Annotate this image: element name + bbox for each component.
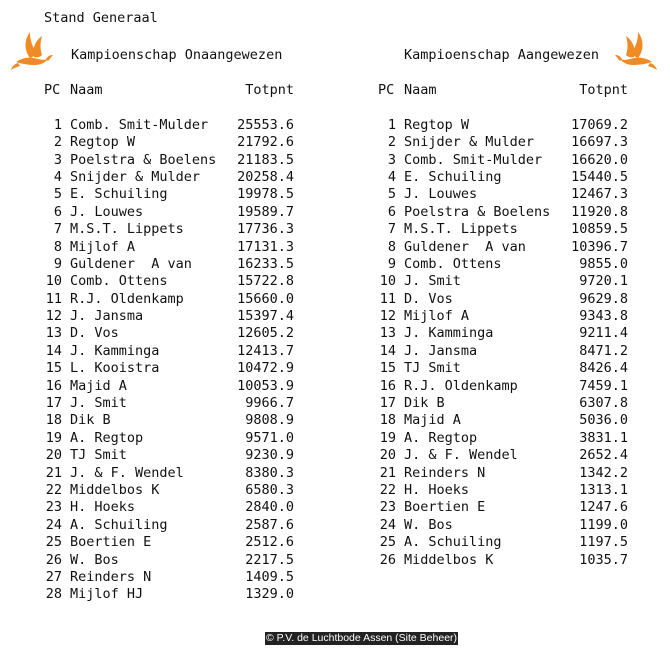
name-cell: M.S.T. Lippets <box>404 221 518 238</box>
table-row <box>44 552 300 569</box>
name-cell: A. Schuiling <box>70 516 168 533</box>
points-cell: 17069.2 <box>571 116 628 133</box>
points-cell: 9855.0 <box>579 255 628 272</box>
table-header-row <box>44 82 300 99</box>
name-cell: Dik B <box>70 412 111 429</box>
position-cell: 4 <box>53 168 62 185</box>
table-row <box>378 447 634 464</box>
table-row <box>44 482 300 499</box>
position-cell: 22 <box>45 481 62 498</box>
points-cell: 8471.2 <box>579 342 628 359</box>
table-row <box>44 360 300 377</box>
points-cell: 8380.3 <box>245 464 294 481</box>
name-cell: H. Hoeks <box>70 499 136 516</box>
name-cell: Comb. Smit-Mulder <box>70 116 209 133</box>
column-header-pc: PC <box>378 82 395 98</box>
table-row <box>378 517 634 534</box>
points-cell: 15397.4 <box>237 308 294 325</box>
table-row <box>378 134 634 151</box>
table-row <box>44 569 300 586</box>
points-cell: 10053.9 <box>237 377 294 394</box>
points-cell: 16697.3 <box>571 134 628 151</box>
name-cell: Comb. Smit-Mulder <box>404 151 543 168</box>
points-cell: 17736.3 <box>237 221 294 238</box>
table-row <box>44 256 300 273</box>
position-cell: 15 <box>45 360 62 377</box>
points-cell: 1329.0 <box>245 586 294 603</box>
position-cell: 22 <box>379 481 396 498</box>
table-row <box>44 239 300 256</box>
name-cell: J. Smit <box>70 395 127 412</box>
table-row <box>44 343 300 360</box>
points-cell: 15722.8 <box>237 273 294 290</box>
name-cell: Regtop W <box>70 134 136 151</box>
table-row <box>44 412 300 429</box>
table-row <box>378 325 634 342</box>
name-cell: Boertien E <box>404 499 486 516</box>
name-cell: Middelbos K <box>404 551 494 568</box>
position-cell: 3 <box>53 151 62 168</box>
table-row <box>44 534 300 551</box>
points-cell: 2652.4 <box>579 447 628 464</box>
name-cell: J. & F. Wendel <box>70 464 184 481</box>
table-row <box>378 482 634 499</box>
position-cell: 25 <box>379 534 396 551</box>
points-cell: 1342.2 <box>579 464 628 481</box>
header-spacer <box>44 99 300 116</box>
position-cell: 2 <box>387 134 396 151</box>
points-cell: 9808.9 <box>245 412 294 429</box>
points-cell: 21792.6 <box>237 134 294 151</box>
table-row <box>378 239 634 256</box>
table-row <box>378 273 634 290</box>
name-cell: J. Smit <box>404 273 461 290</box>
column-header-name: Naam <box>404 82 437 98</box>
name-cell: Guldener A van <box>404 238 526 255</box>
column-header-name: Naam <box>70 82 103 98</box>
position-cell: 11 <box>379 290 396 307</box>
position-cell: 16 <box>45 377 62 394</box>
points-cell: 2840.0 <box>245 499 294 516</box>
column-header-points: Totpnt <box>245 82 294 98</box>
points-cell: 21183.5 <box>237 151 294 168</box>
name-cell: Majid A <box>70 377 127 394</box>
position-cell: 23 <box>379 499 396 516</box>
table-row <box>44 447 300 464</box>
table-row <box>44 325 300 342</box>
position-cell: 6 <box>387 203 396 220</box>
points-cell: 10396.7 <box>571 238 628 255</box>
name-cell: W. Bos <box>404 516 453 533</box>
name-cell: Mijlof A <box>404 308 470 325</box>
points-cell: 15440.5 <box>571 168 628 185</box>
table-header-row <box>378 82 634 99</box>
table-row <box>378 221 634 238</box>
table-row <box>44 517 300 534</box>
table-row <box>378 430 634 447</box>
points-cell: 19978.5 <box>237 186 294 203</box>
position-cell: 20 <box>379 447 396 464</box>
table-row <box>378 360 634 377</box>
position-cell: 18 <box>379 412 396 429</box>
table-row <box>378 169 634 186</box>
name-cell: M.S.T. Lippets <box>70 221 184 238</box>
name-cell: E. Schuiling <box>70 186 168 203</box>
table-row <box>378 186 634 203</box>
position-cell: 21 <box>45 464 62 481</box>
table-row <box>378 534 634 551</box>
position-cell: 11 <box>45 290 62 307</box>
position-cell: 19 <box>45 429 62 446</box>
table-row <box>44 499 300 516</box>
points-cell: 9211.4 <box>579 325 628 342</box>
name-cell: Reinders N <box>404 464 486 481</box>
points-cell: 10859.5 <box>571 221 628 238</box>
points-cell: 2512.6 <box>245 534 294 551</box>
table-row <box>44 378 300 395</box>
name-cell: Comb. Ottens <box>70 273 168 290</box>
table-row <box>378 117 634 134</box>
left-standings-table <box>44 82 300 604</box>
name-cell: TJ Smit <box>70 447 127 464</box>
table-row <box>44 395 300 412</box>
footer-copyright: © P.V. de Luchtbode Assen (Site Beheer) <box>266 632 458 644</box>
position-cell: 28 <box>45 586 62 603</box>
position-cell: 13 <box>45 325 62 342</box>
position-cell: 25 <box>45 534 62 551</box>
points-cell: 19589.7 <box>237 203 294 220</box>
position-cell: 1 <box>387 116 396 133</box>
left-section-title: Kampioenschap Onaangewezen <box>71 47 283 63</box>
table-row <box>44 465 300 482</box>
position-cell: 9 <box>53 255 62 272</box>
name-cell: J. & F. Wendel <box>404 447 518 464</box>
position-cell: 14 <box>45 342 62 359</box>
points-cell: 10472.9 <box>237 360 294 377</box>
points-cell: 9966.7 <box>245 395 294 412</box>
table-row <box>378 378 634 395</box>
points-cell: 5036.0 <box>579 412 628 429</box>
table-row <box>378 152 634 169</box>
points-cell: 9343.8 <box>579 308 628 325</box>
position-cell: 3 <box>387 151 396 168</box>
points-cell: 8426.4 <box>579 360 628 377</box>
name-cell: Dik B <box>404 395 445 412</box>
points-cell: 9571.0 <box>245 429 294 446</box>
table-row <box>44 152 300 169</box>
table-row <box>378 204 634 221</box>
position-cell: 8 <box>53 238 62 255</box>
name-cell: E. Schuiling <box>404 168 502 185</box>
name-cell: A. Schuiling <box>404 534 502 551</box>
position-cell: 18 <box>45 412 62 429</box>
position-cell: 7 <box>53 221 62 238</box>
right-standings-table <box>378 82 634 569</box>
position-cell: 27 <box>45 568 62 585</box>
name-cell: Reinders N <box>70 568 152 585</box>
table-row <box>378 395 634 412</box>
name-cell: A. Regtop <box>404 429 478 446</box>
table-row <box>44 134 300 151</box>
position-cell: 12 <box>45 308 62 325</box>
table-row <box>378 412 634 429</box>
name-cell: J. Kamminga <box>404 325 494 342</box>
table-row <box>44 186 300 203</box>
name-cell: Regtop W <box>404 116 470 133</box>
position-cell: 26 <box>45 551 62 568</box>
table-row <box>378 256 634 273</box>
points-cell: 25553.6 <box>237 116 294 133</box>
points-cell: 7459.1 <box>579 377 628 394</box>
points-cell: 11920.8 <box>571 203 628 220</box>
dove-icon <box>10 28 56 74</box>
position-cell: 26 <box>379 551 396 568</box>
name-cell: D. Vos <box>70 325 119 342</box>
position-cell: 24 <box>45 516 62 533</box>
table-row <box>44 586 300 603</box>
position-cell: 20 <box>45 447 62 464</box>
name-cell: Guldener A van <box>70 255 192 272</box>
points-cell: 1409.5 <box>245 568 294 585</box>
position-cell: 23 <box>45 499 62 516</box>
name-cell: R.J. Oldenkamp <box>404 377 518 394</box>
table-row <box>44 117 300 134</box>
table-row <box>44 308 300 325</box>
points-cell: 12413.7 <box>237 342 294 359</box>
name-cell: A. Regtop <box>70 429 144 446</box>
table-row <box>44 221 300 238</box>
name-cell: Middelbos K <box>70 481 160 498</box>
position-cell: 7 <box>387 221 396 238</box>
position-cell: 17 <box>379 395 396 412</box>
name-cell: D. Vos <box>404 290 453 307</box>
table-row <box>44 291 300 308</box>
points-cell: 16620.0 <box>571 151 628 168</box>
points-cell: 17131.3 <box>237 238 294 255</box>
dove-icon <box>612 28 658 74</box>
name-cell: TJ Smit <box>404 360 461 377</box>
table-row <box>44 430 300 447</box>
name-cell: Majid A <box>404 412 461 429</box>
points-cell: 9629.8 <box>579 290 628 307</box>
points-cell: 15660.0 <box>237 290 294 307</box>
table-row <box>378 552 634 569</box>
name-cell: Poelstra & Boelens <box>404 203 551 220</box>
points-cell: 12467.3 <box>571 186 628 203</box>
points-cell: 12605.2 <box>237 325 294 342</box>
name-cell: J. Jansma <box>404 342 478 359</box>
column-header-pc: PC <box>44 82 61 98</box>
table-row <box>378 308 634 325</box>
table-row <box>44 273 300 290</box>
points-cell: 6307.8 <box>579 395 628 412</box>
points-cell: 1313.1 <box>579 481 628 498</box>
position-cell: 5 <box>53 186 62 203</box>
points-cell: 1197.5 <box>579 534 628 551</box>
points-cell: 2587.6 <box>245 516 294 533</box>
column-header-points: Totpnt <box>579 82 628 98</box>
right-section-title: Kampioenschap Aangewezen <box>404 47 600 63</box>
name-cell: Snijder & Mulder <box>404 134 535 151</box>
points-cell: 1199.0 <box>579 516 628 533</box>
position-cell: 16 <box>379 377 396 394</box>
position-cell: 5 <box>387 186 396 203</box>
position-cell: 10 <box>379 273 396 290</box>
header-spacer <box>378 99 634 116</box>
position-cell: 9 <box>387 255 396 272</box>
points-cell: 6580.3 <box>245 481 294 498</box>
position-cell: 21 <box>379 464 396 481</box>
table-row <box>44 169 300 186</box>
points-cell: 9230.9 <box>245 447 294 464</box>
name-cell: Boertien E <box>70 534 152 551</box>
points-cell: 16233.5 <box>237 255 294 272</box>
position-cell: 24 <box>379 516 396 533</box>
position-cell: 15 <box>379 360 396 377</box>
points-cell: 1035.7 <box>579 551 628 568</box>
name-cell: W. Bos <box>70 551 119 568</box>
position-cell: 12 <box>379 308 396 325</box>
name-cell: L. Kooistra <box>70 360 160 377</box>
name-cell: H. Hoeks <box>404 481 470 498</box>
points-cell: 2217.5 <box>245 551 294 568</box>
position-cell: 8 <box>387 238 396 255</box>
page-title: Stand Generaal <box>44 10 158 26</box>
name-cell: J. Louwes <box>70 203 144 220</box>
position-cell: 10 <box>45 273 62 290</box>
points-cell: 9720.1 <box>579 273 628 290</box>
name-cell: J. Jansma <box>70 308 144 325</box>
table-row <box>44 204 300 221</box>
name-cell: J. Louwes <box>404 186 478 203</box>
position-cell: 19 <box>379 429 396 446</box>
table-row <box>378 499 634 516</box>
name-cell: R.J. Oldenkamp <box>70 290 184 307</box>
points-cell: 1247.6 <box>579 499 628 516</box>
points-cell: 3831.1 <box>579 429 628 446</box>
position-cell: 14 <box>379 342 396 359</box>
name-cell: J. Kamminga <box>70 342 160 359</box>
points-cell: 20258.4 <box>237 168 294 185</box>
table-row <box>378 291 634 308</box>
position-cell: 17 <box>45 395 62 412</box>
name-cell: Mijlof HJ <box>70 586 144 603</box>
name-cell: Mijlof A <box>70 238 136 255</box>
position-cell: 1 <box>53 116 62 133</box>
position-cell: 6 <box>53 203 62 220</box>
name-cell: Snijder & Mulder <box>70 168 201 185</box>
position-cell: 4 <box>387 168 396 185</box>
position-cell: 13 <box>379 325 396 342</box>
position-cell: 2 <box>53 134 62 151</box>
table-row <box>378 343 634 360</box>
table-row <box>378 465 634 482</box>
name-cell: Poelstra & Boelens <box>70 151 217 168</box>
name-cell: Comb. Ottens <box>404 255 502 272</box>
